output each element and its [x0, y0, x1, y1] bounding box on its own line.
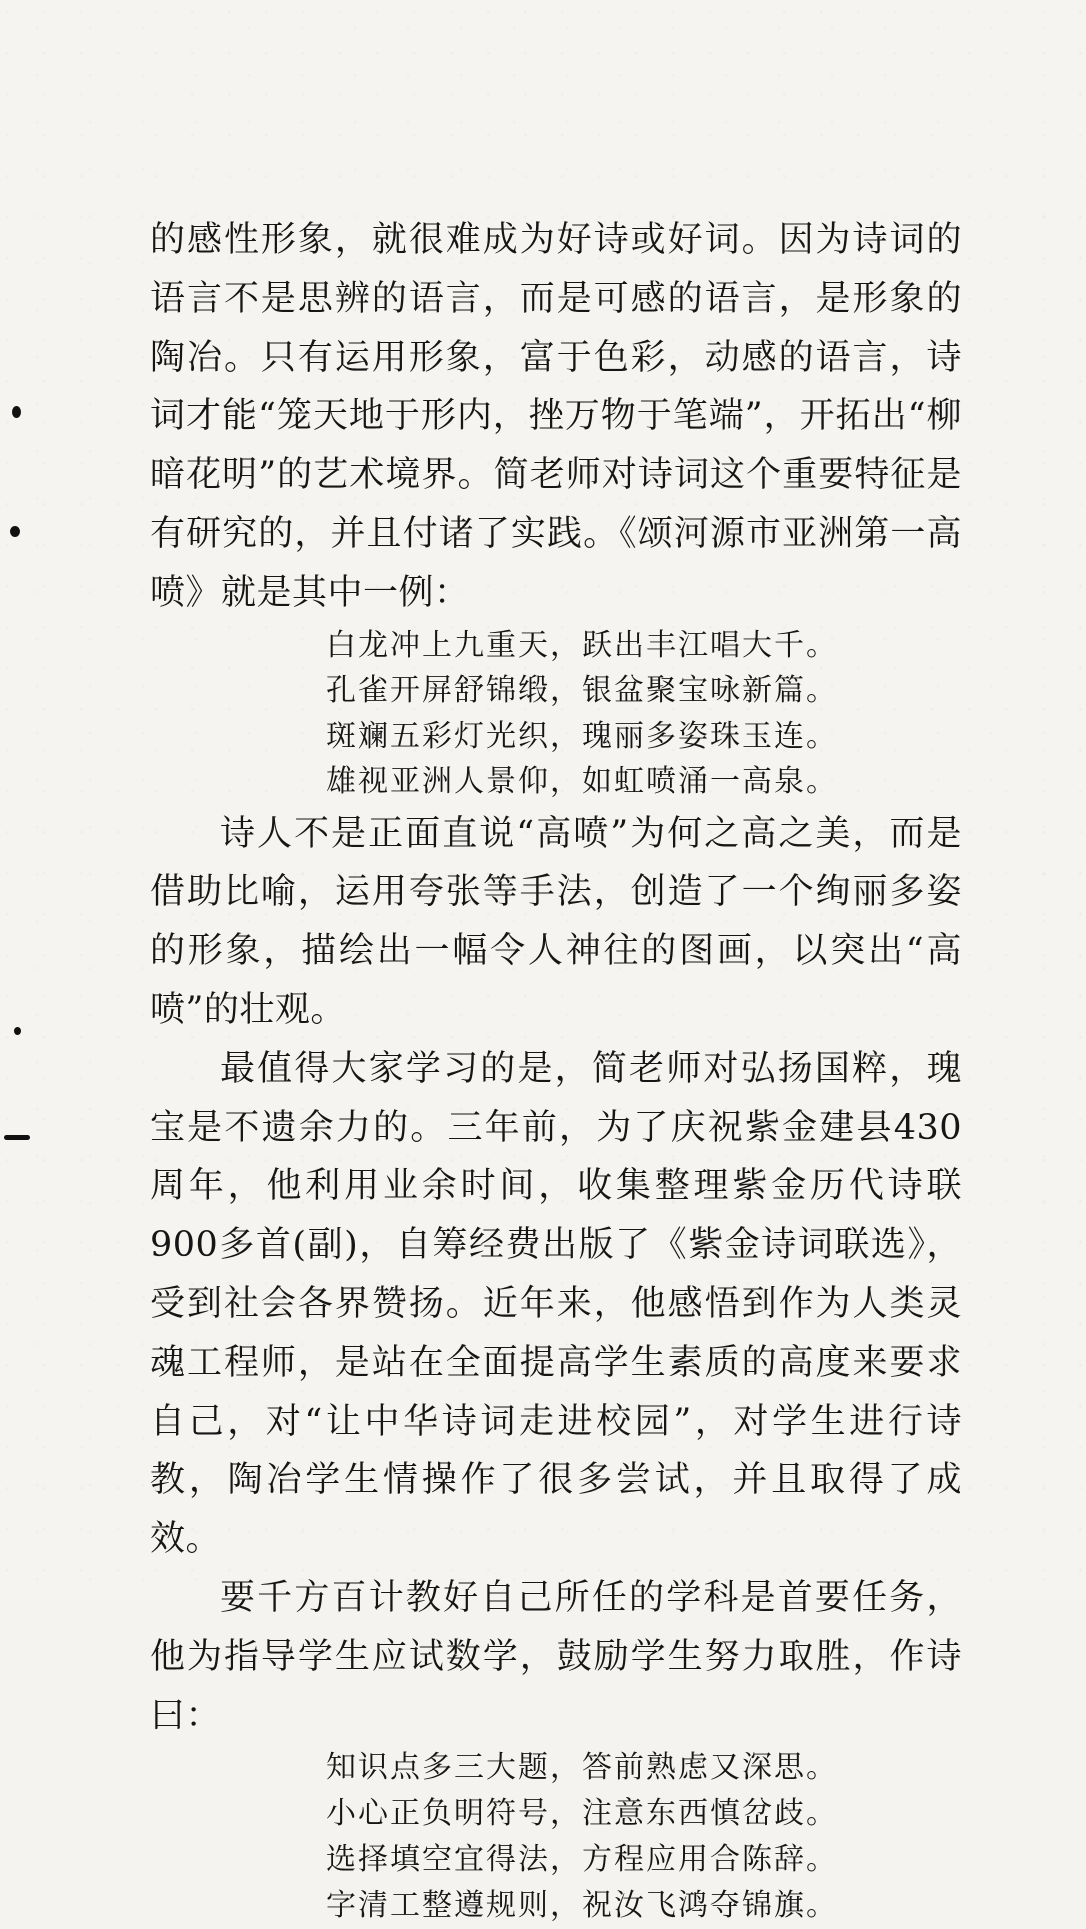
poem-line: 字清工整遵规则，祝汝飞鸿夺锦旗。: [326, 1888, 838, 1924]
poem-line: 小心正负明符号，注意东西慎岔歧。: [326, 1796, 838, 1832]
poem-line: 知识点多三大题，答前熟虑又深思。: [326, 1750, 838, 1786]
paragraph: 诗人不是正面直说“高喷”为何之高之美，而是借助比喻，运用夸张等手法，创造了一个绚丽多姿的形象，描绘出一幅令人神往的图画，以突出“高喷”的壮观。: [150, 813, 962, 1030]
poem-line: 斑斓五彩灯光织，瑰丽多姿珠玉连。: [326, 718, 838, 754]
poem-block: [150, 623, 962, 805]
margin-ink-mark: [14, 1027, 21, 1035]
margin-ink-mark: [12, 406, 21, 418]
body-text: [150, 211, 962, 1929]
margin-ink-mark: [4, 1135, 30, 1140]
paragraph: 最值得大家学习的是，简老师对弘扬国粹，瑰宝是不遗余力的。三年前，为了庆祝紫金建县430周年，他利用业余时间，收集整理紫金历代诗联900多首(副)，自筹经费出版了《紫金诗词联选》，受到社会各界赞扬。近年来，他感悟到作为人类灵魂工程师，是站在全面提高学生素质的高度来要求自己，对“让中华诗词走进校园”，对学生进行诗教，陶冶学生情操作了很多尝试，并且取得了成效。: [150, 1048, 962, 1560]
poem-line: 白龙冲上九重天，跃出丰江唱大千。: [326, 627, 838, 663]
poem-line: 孔雀开屏舒锦缎，银盆聚宝咏新篇。: [326, 673, 838, 709]
poem-block: [150, 1745, 962, 1929]
paragraph: 的感性形象，就很难成为好诗或好词。因为诗词的语言不是思辨的语言，而是可感的语言，是形象的陶冶。只有运用形象，富于色彩，动感的语言，诗词才能“笼天地于形内，挫万物于笔端”，开拓出“柳暗花明”的艺术境界。简老师对诗词这个重要特征是有研究的，并且付诸了实践。《颂河源市亚洲第一高喷》就是其中一例：: [150, 220, 962, 613]
paragraph: 要千方百计教好自己所任的学科是首要任务，他为指导学生应试数学，鼓励学生努力取胜，作诗曰：: [150, 1577, 962, 1736]
margin-ink-mark: [10, 526, 20, 537]
poem-line: 雄视亚洲人景仰，如虹喷涌一高泉。: [326, 764, 838, 800]
poem-line: 选择填空宜得法，方程应用合陈辞。: [326, 1842, 838, 1878]
